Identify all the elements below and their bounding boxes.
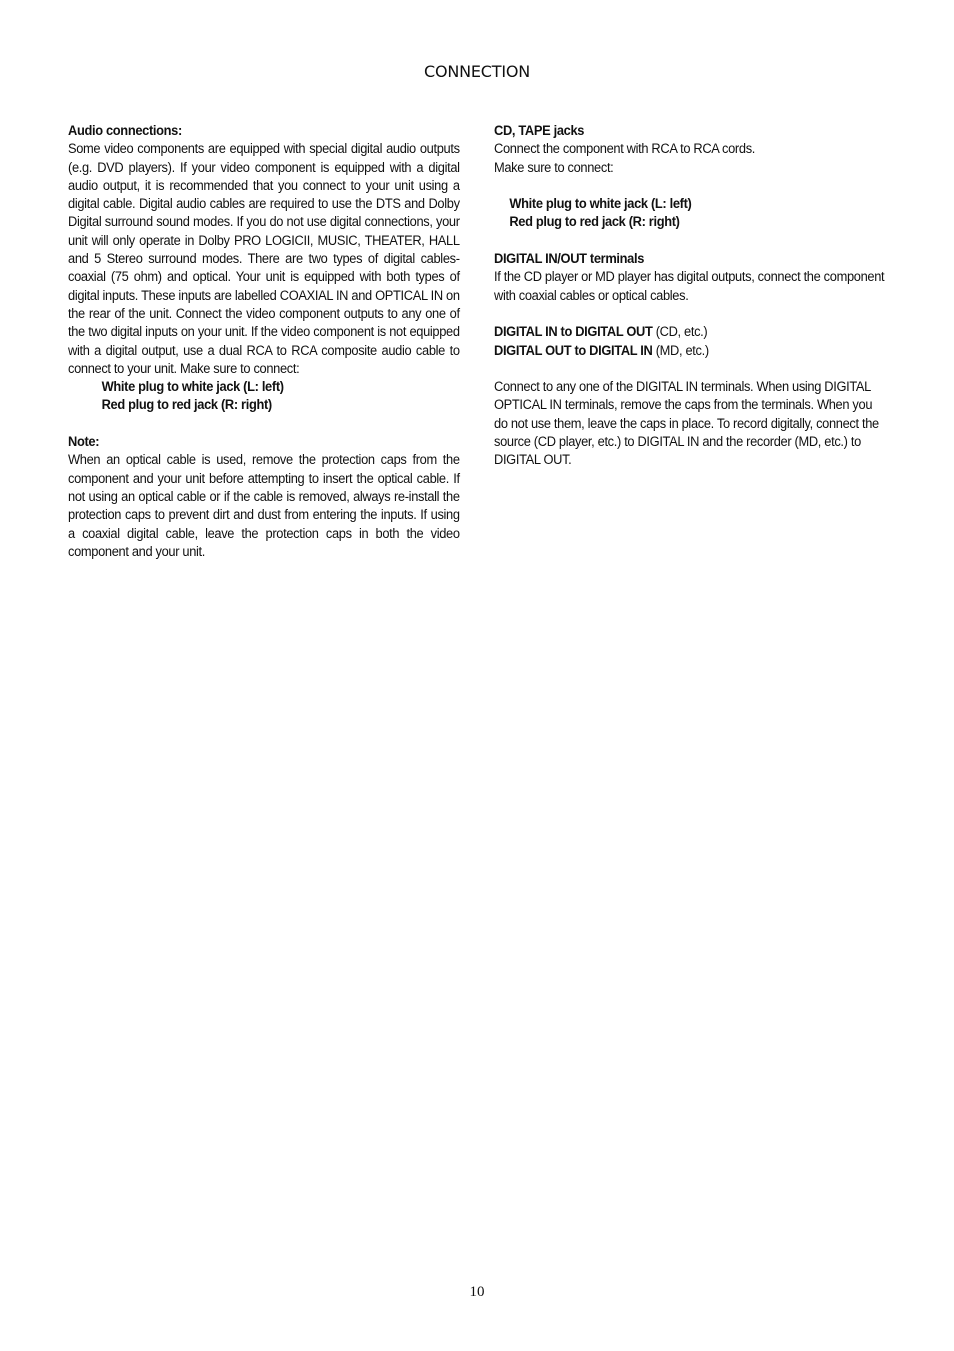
spacer bbox=[494, 232, 886, 250]
white-plug-instruction: White plug to white jack (L: left) bbox=[509, 196, 692, 212]
digital-terminals-heading: DIGITAL IN/OUT terminals bbox=[494, 251, 645, 267]
white-plug-instruction: White plug to white jack (L: left) bbox=[101, 379, 284, 395]
cd-tape-line-2: Make sure to connect: bbox=[494, 159, 614, 175]
digital-terminals-body: If the CD player or MD player has digital outputs, connect the component with coaxial cables or optical cables. bbox=[494, 269, 885, 303]
page-number: 10 bbox=[469, 1284, 485, 1300]
spacer bbox=[494, 305, 886, 323]
cd-tape-line-1: Connect the component with RCA to RCA cords. bbox=[494, 141, 756, 157]
note-heading: Note: bbox=[68, 434, 100, 450]
digital-in-line bbox=[494, 323, 886, 341]
left-column bbox=[68, 122, 460, 561]
cd-tape-heading: CD, TAPE jacks bbox=[494, 123, 585, 138]
digital-in-note: (CD, etc.) bbox=[652, 324, 708, 340]
right-column bbox=[494, 122, 886, 470]
note-body: When an optical cable is used, remove the protection caps from the component and your unit before attempting to insert the optical cable. If not using an optical cable or if the cable is removed, always re-install the protection caps to prevent dirt and dust from entering the inputs. If using a coaxial digital cable, leave the protection caps in both the video component and your unit. bbox=[68, 452, 460, 559]
digital-out-note: (MD, etc.) bbox=[652, 342, 709, 358]
digital-out-label: DIGITAL OUT to DIGITAL IN bbox=[494, 342, 653, 358]
audio-connections-body: Some video components are equipped with special digital audio outputs (e.g. DVD players). If your video component is equipped with a digital audio output, it is recommended that you connect to your unit using a digital cable. Digital audio cables are required to use the DTS and Dolby Digital surround sound modes. If you do not use digital connections, your unit will only operate in Dolby PRO LOGICII, MUSIC, THEATER, HALL and 5 Stereo surround modes. There are two types of digital cables-coaxial (75 ohm) and optical. Your unit is equipped with both types of digital inputs. These inputs are labelled COAXIAL IN and OPTICAL IN on the rear of the unit. Connect the video component outputs to any one of the two digital inputs on your unit. If the video component is not equipped with a digital output, use a dual RCA to RCA composite audio cable to connect to your unit. Make sure to connect: bbox=[68, 141, 460, 376]
connect-instructions-body: Connect to any one of the DIGITAL IN terminals. When using DIGITAL OPTICAL IN terminals, remove the caps from the terminals. When you do not use them, leave the caps in place. To record digitally, connect the source (CD player, etc.) to DIGITAL IN and the recorder (MD, etc.) to DIGITAL OUT. bbox=[494, 379, 879, 468]
digital-out-line bbox=[494, 342, 886, 360]
page-title: CONNECTION bbox=[423, 62, 531, 81]
spacer bbox=[68, 415, 460, 433]
digital-in-label: DIGITAL IN to DIGITAL OUT bbox=[494, 324, 653, 340]
spacer bbox=[494, 360, 886, 378]
spacer bbox=[494, 177, 886, 195]
red-plug-instruction: Red plug to red jack (R: right) bbox=[509, 214, 680, 230]
red-plug-instruction: Red plug to red jack (R: right) bbox=[101, 397, 272, 413]
audio-connections-heading: Audio connections: bbox=[68, 123, 182, 138]
